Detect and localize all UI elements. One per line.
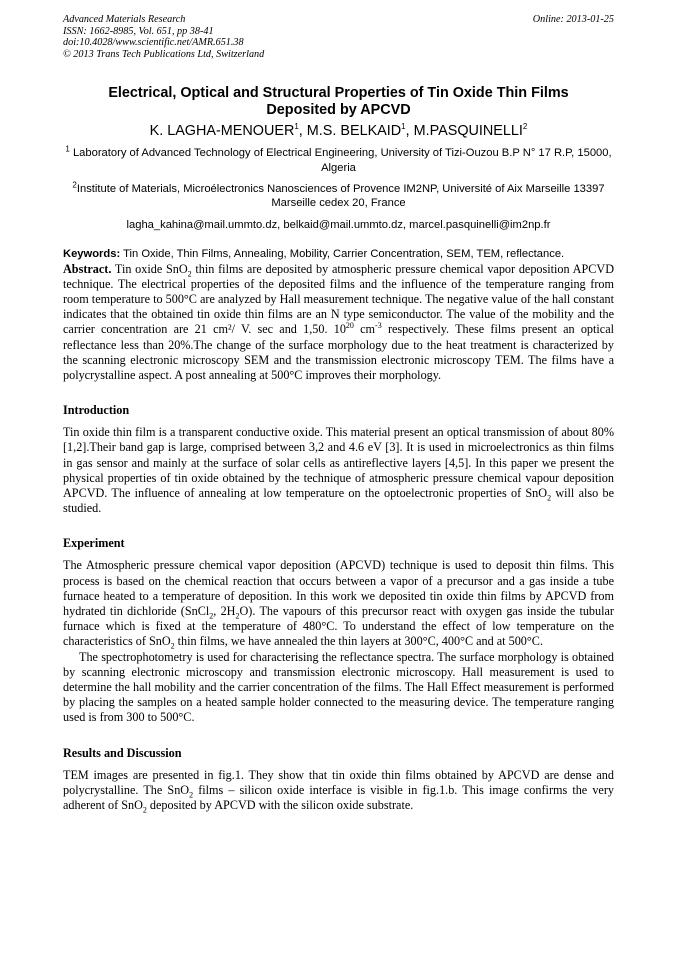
abstract-text-2: thin films are deposited by atmospheric pressure chemical vapor deposition APCVD technique. The electrical properties of the deposited films and the influence of the temperature ranging from room temperature to 500°C are analyzed by Hall measurement technique. The negative value of the hall constant indicates that the obtained tin oxide thin films are an N type semiconductor. The value of the mobility and the carrier concentration are 21 cm²/ V. sec and 1,50. 10 <box>63 261 614 337</box>
experiment-text-3: O). The vapours of this precursor react with oxygen gas inside the tubular furnace which is fixed at the temperature of 480°C. To understand the effect of low temperature on the characteristics of SnO <box>63 604 614 649</box>
results-heading: Results and Discussion <box>63 745 182 760</box>
online-date: Online: 2013-01-25 <box>532 14 614 25</box>
experiment-text-1: The Atmospheric pressure chemical vapor deposition (APCVD) technique is used to deposit thin films. This process is based on the chemical reaction that occurs between a vapor of a precursor and a gas inside a tube furnace heated to a temperature of deposition. In this work we deposited tin oxide thin films by APCVD from hydrated tin dichloride (SnCl <box>63 558 614 619</box>
results-subscript-2: 2 <box>142 805 147 815</box>
results-text-3: deposited by APCVD with the silicon oxide substrate. <box>146 798 414 813</box>
introduction-text-1: Tin oxide thin film is a transparent conductive oxide. This material present an optical transmission of about 80% [1,2].Their band gap is large, comprised between 3,2 and 4.6 eV [3]. It is used in microelectronics as thin films in gas sensor and mainly at the surface of solar cells as antireflective layers [4,5]. In this paper we present the physical properties of tin oxide obtained by the technique of atmospheric pressure chemical vapour deposition APCVD. The influence of annealing at low temperature on the optoelectronic properties of SnO <box>63 425 614 501</box>
author-1: K. LAGHA-MENOUER <box>149 123 295 140</box>
experiment-text-2: , 2H <box>213 604 236 619</box>
results-paragraph <box>63 768 614 814</box>
experiment-text-4: thin films, we have annealed the thin layers at 300°C, 400°C and at 500°C. <box>174 634 543 649</box>
author-3: , M.PASQUINELLI <box>405 123 523 140</box>
author-emails: lagha_kahina@mail.ummto.dz, belkaid@mail.ummto.dz, marcel.pasquinelli@im2np.fr <box>126 219 551 232</box>
experiment-paragraph-2: The spectrophotometry is used for characterising the reflectance spectra. The surface morphology is obtained by scanning electronic microscopy and transmission electronic microscopy. Hall measurement is used to determine the hall mobility and the carrier concentration of the films. The Hall Effect measurement is performed by placing the samples on a heated sample holder connected to the measuring device. The temperature ranging used is from 300 to 500°C. <box>63 649 614 725</box>
introduction-text-2: will also be studied. <box>63 486 614 516</box>
doi-line: doi:10.4028/www.scientific.net/AMR.651.38 <box>63 37 244 49</box>
affiliation-2-mark: 2 <box>72 180 77 190</box>
abstract <box>63 262 614 384</box>
results-text-2: films – silicon oxide interface is visible in fig.1.b. This image confirms the very adherent of SnO <box>63 782 614 813</box>
issn-line: ISSN: 1662-8985, Vol. 651, pp 38-41 <box>63 25 214 37</box>
affiliation-2 <box>63 182 614 210</box>
experiment-subscript-3: 2 <box>170 641 175 651</box>
affiliation-1 <box>63 146 614 174</box>
copyright-line: © 2013 Trans Tech Publications Ltd, Switzerland <box>63 48 265 60</box>
paper-title-line-1: Electrical, Optical and Structural Properties of Tin Oxide Thin Films <box>108 85 569 102</box>
experiment-subscript-2: 2 <box>235 611 240 621</box>
journal-name: Advanced Materials Research <box>63 14 186 25</box>
author-list <box>63 123 614 140</box>
author-2: , M.S. BELKAID <box>298 123 402 140</box>
author-1-affiliation-mark: 1 <box>294 122 299 132</box>
experiment-paragraph-1 <box>63 558 614 649</box>
paper-title-line-2: Deposited by APCVD <box>266 102 411 119</box>
experiment-heading: Experiment <box>63 536 125 551</box>
keywords-text: Tin Oxide, Thin Films, Annealing, Mobility, Carrier Concentration, SEM, TEM, reflectance. <box>120 248 565 261</box>
introduction-heading: Introduction <box>63 403 130 418</box>
affiliation-1-text: Laboratory of Advanced Technology of Electrical Engineering, University of Tizi-Ouzou B.P N° 17 R.P, 15000, Algeria <box>72 147 612 174</box>
affiliation-2-text: Institute of Materials, Microélectronics Nanosciences of Provence IM2NP, Université of Aix Marseille 13397 Marseille cedex 20, France <box>76 182 605 209</box>
introduction-paragraph <box>63 425 614 516</box>
abstract-superscript-2: -3 <box>375 321 382 331</box>
introduction-subscript-1: 2 <box>547 493 552 503</box>
experiment-subscript-1: 2 <box>209 611 214 621</box>
journal-header <box>63 14 614 60</box>
affiliation-1-mark: 1 <box>65 144 70 154</box>
results-text-1: TEM images are presented in fig.1. They show that tin oxide thin films obtained by APCVD are dense and polycrystalline. The SnO <box>63 767 614 797</box>
abstract-subscript-1: 2 <box>187 269 192 279</box>
author-3-affiliation-mark: 2 <box>522 122 528 132</box>
keywords-label: Keywords: <box>63 248 121 261</box>
abstract-text-4: respectively. These films present an optical reflectance less than 20%.The change of the surface morphology due to the heat treatment is characterized by the scanning electronic microscopy SEM and the transmission electronic microscopy TEM. The films have a polycrystalline aspect. A post annealing at 500°C improves their morphology. <box>63 322 614 383</box>
abstract-superscript-1: 20 <box>345 321 354 331</box>
keywords <box>63 248 614 261</box>
abstract-text-1: Tin oxide SnO <box>111 261 188 276</box>
author-2-affiliation-mark: 1 <box>401 122 406 132</box>
paper-title <box>63 85 614 119</box>
abstract-text-3: cm <box>353 322 376 337</box>
results-subscript-1: 2 <box>189 790 194 800</box>
abstract-label: Abstract. <box>63 261 112 276</box>
